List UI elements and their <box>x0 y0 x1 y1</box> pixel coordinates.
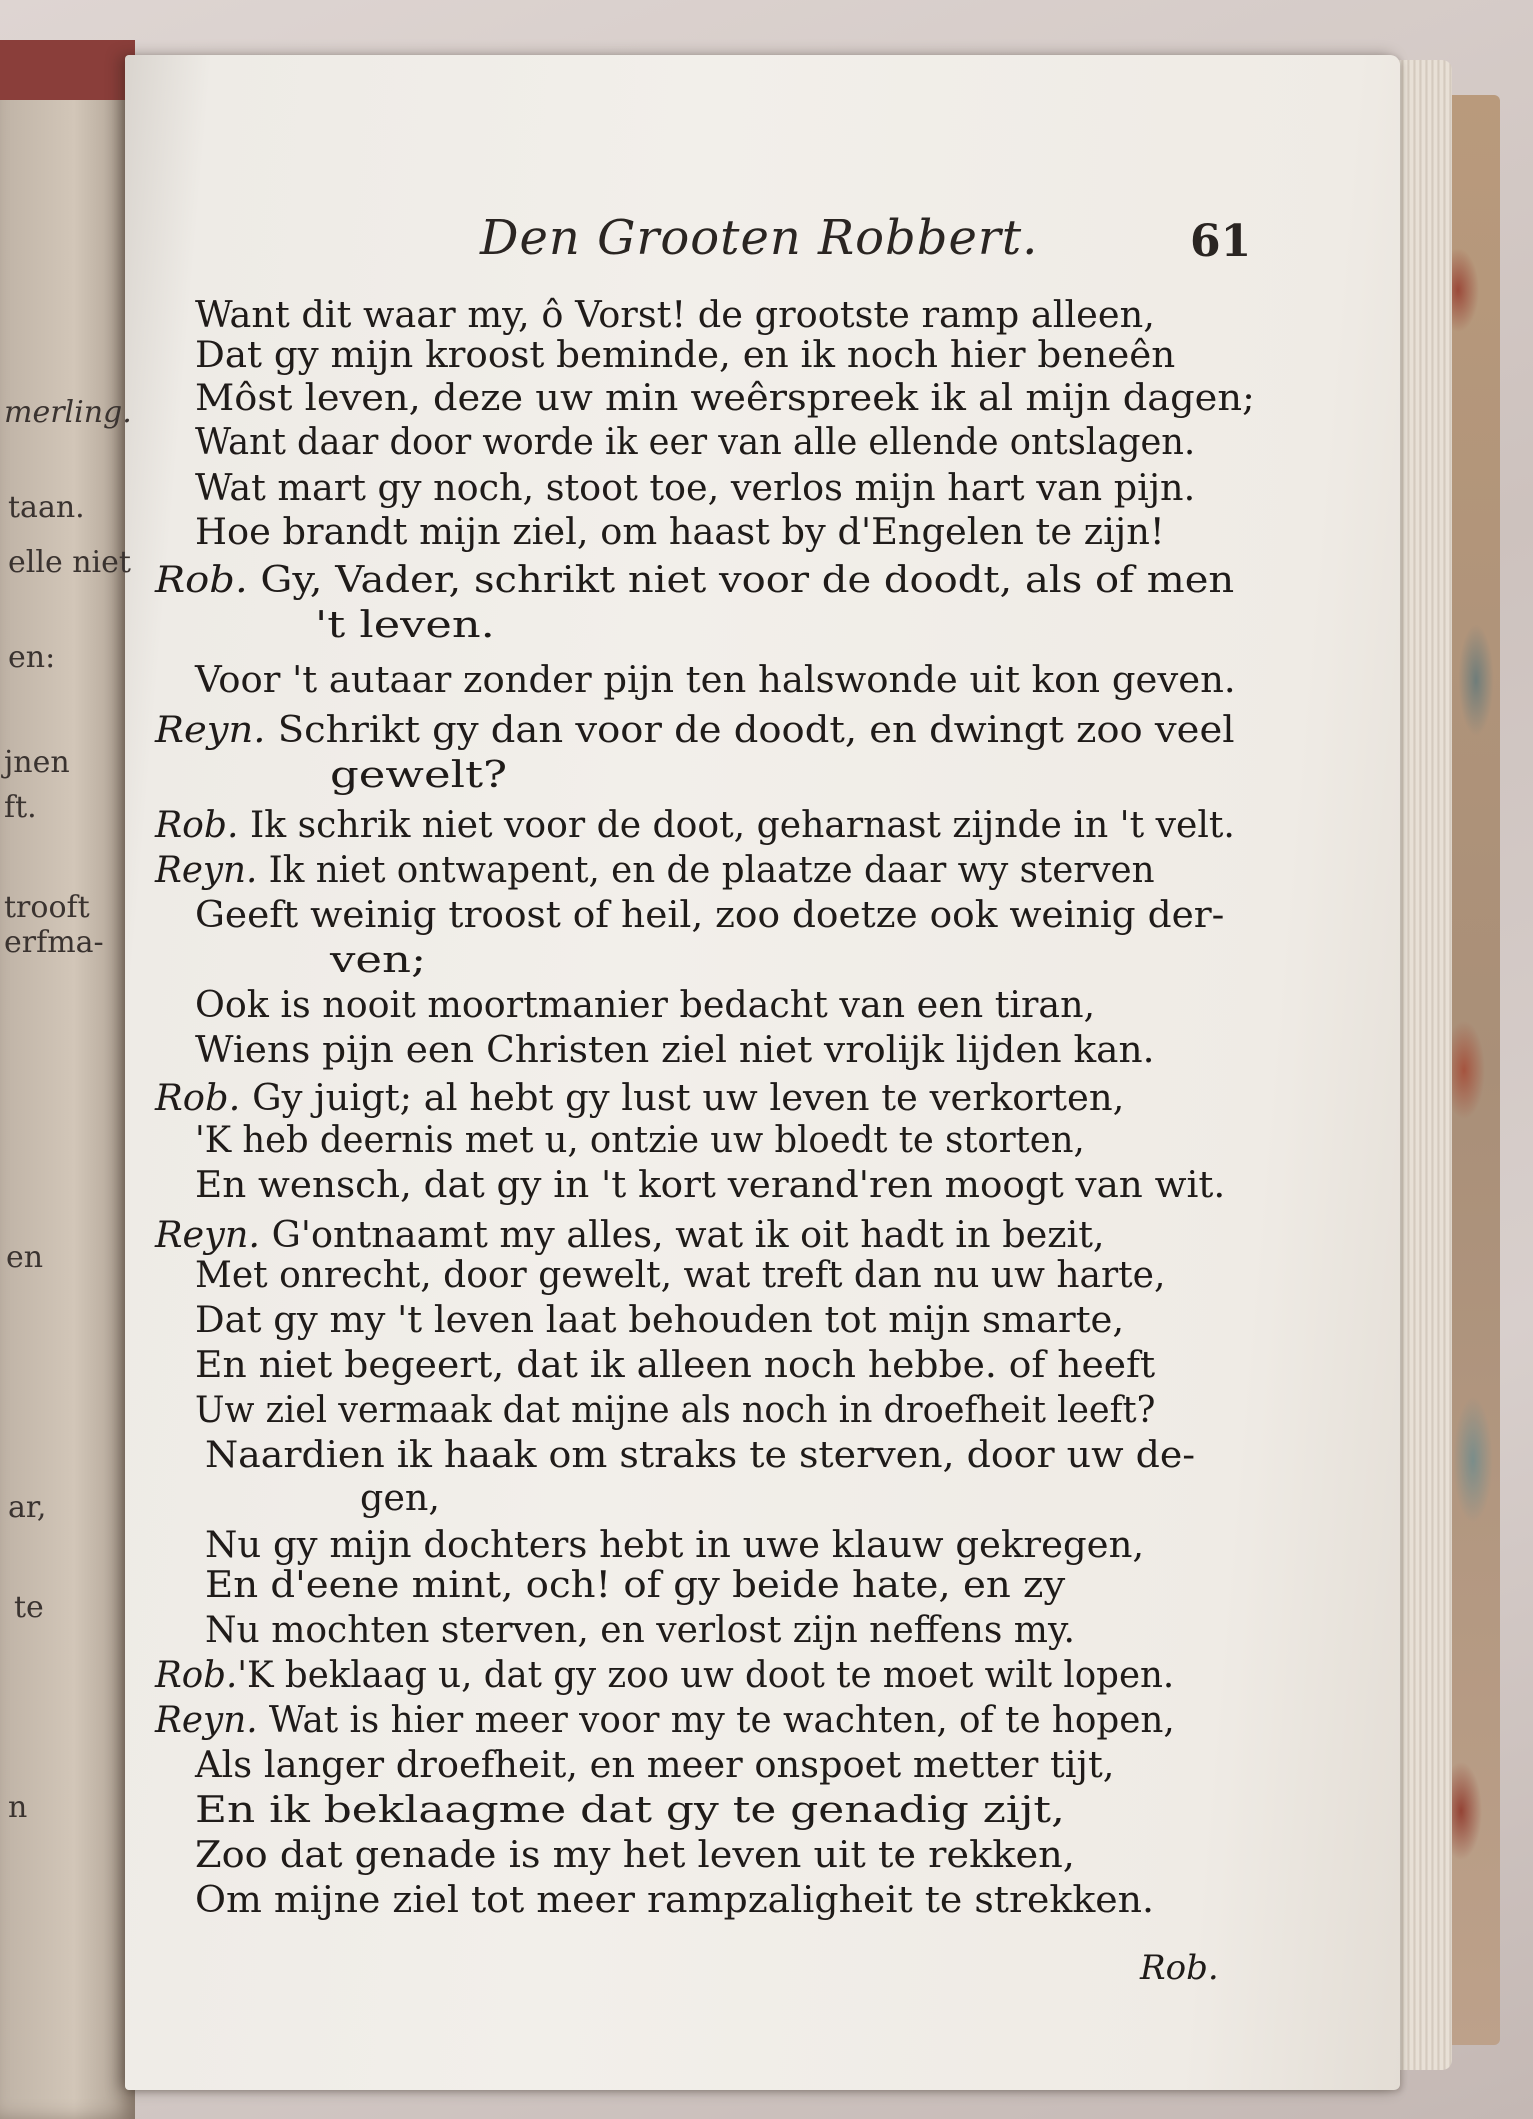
line-text: Dat gy my 't leven laat behouden tot mijn smarte, <box>195 1300 1125 1341</box>
margin-fragment: trooft <box>4 890 90 925</box>
margin-fragment: en <box>6 1240 44 1275</box>
line-text: Gy juigt; al hebt gy lust uw leven te verkorten, <box>240 1078 1125 1119</box>
speaker-label: Rob. <box>155 805 239 846</box>
line-text: Uw ziel vermaak dat mijne als noch in droefheit leeft? <box>195 1390 1156 1431</box>
line-text: Want dit waar my, ô Vorst! de grootste ramp alleen, <box>195 295 1155 336</box>
verse-line <box>155 1700 1175 1742</box>
margin-fragment: jnen <box>4 745 70 780</box>
line-text: Met onrecht, door gewelt, wat treft dan nu uw harte, <box>195 1255 1166 1296</box>
line-text: Ik niet ontwapent, en de plaatze daar wy sterven <box>257 850 1155 891</box>
line-text: ven; <box>330 940 427 981</box>
margin-fragment: erfma- <box>4 925 104 960</box>
page-number: 61 <box>1190 216 1252 267</box>
line-text: 'K heb deernis met u, ontzie uw bloedt te storten, <box>195 1120 1085 1161</box>
line-text: 't leven. <box>315 605 495 646</box>
verse-line <box>155 1215 1105 1257</box>
line-text: Gy, Vader, schrikt niet voor de doodt, als of men <box>247 560 1235 601</box>
line-text: Hoe brandt mijn ziel, om haast by d'Engelen te zijn! <box>195 512 1165 553</box>
verse-line <box>155 850 1155 892</box>
verse-line <box>195 660 1236 702</box>
line-text: Wat mart gy noch, stoot toe, verlos mijn hart van pijn. <box>195 468 1196 509</box>
verse-line <box>155 710 1235 752</box>
verse-line <box>195 1790 1065 1832</box>
speaker-label: Reyn. <box>155 850 258 891</box>
line-text: Schrikt gy dan voor de doodt, en dwingt zoo veel <box>265 710 1235 751</box>
line-text: Om mijne ziel tot meer rampzaligheit te strekken. <box>195 1880 1155 1921</box>
verse-line <box>360 1478 440 1520</box>
verse-line <box>195 895 1224 937</box>
verse-line <box>330 940 426 982</box>
line-text: gewelt? <box>330 755 508 796</box>
line-text: Zoo dat genade is my het leven uit te rekken, <box>195 1835 1075 1876</box>
speaker-label: Rob. <box>155 1655 238 1696</box>
margin-fragment: merling. <box>4 395 132 430</box>
margin-fragment: elle niet <box>8 545 131 580</box>
line-text: gen, <box>360 1478 441 1519</box>
line-text: Geeft weinig troost of heil, zoo doetze ook weinig der- <box>195 895 1225 936</box>
line-text: En niet begeert, dat ik alleen noch hebbe. of heeft <box>195 1345 1156 1386</box>
verse-line <box>195 985 1095 1027</box>
verse-line <box>205 1525 1144 1567</box>
verse-line <box>195 1345 1155 1387</box>
line-text: Wiens pijn een Christen ziel niet vrolijk lijden kan. <box>195 1030 1155 1071</box>
verse-line <box>195 468 1195 510</box>
verse-line <box>195 422 1195 464</box>
line-text: En ik beklaagme dat gy te genadig zijt, <box>195 1790 1065 1831</box>
margin-fragment: taan. <box>8 490 85 525</box>
speaker-label: Reyn. <box>155 1700 258 1741</box>
line-text: Nu mochten sterven, en verlost zijn neffens my. <box>205 1610 1075 1651</box>
line-text: G'ontnaamt my alles, wat ik oit hadt in bezit, <box>260 1215 1105 1256</box>
line-text: Wat is hier meer voor my te wachten, of te hopen, <box>257 1700 1175 1741</box>
margin-fragment: ft. <box>4 790 37 825</box>
speaker-label: Reyn. <box>155 1215 261 1256</box>
verse-line <box>195 295 1155 337</box>
margin-fragment: en: <box>8 640 56 675</box>
verse-line <box>195 1300 1124 1342</box>
line-text: En wensch, dat gy in 't kort verand'ren moogt van wit. <box>195 1165 1226 1206</box>
verse-line <box>155 560 1234 602</box>
verse-line <box>195 1255 1165 1297</box>
catchword: Rob. <box>1140 1948 1219 1988</box>
speaker-label: Reyn. <box>155 710 266 751</box>
line-text: Naardien ik haak om straks te sterven, door uw de- <box>205 1435 1196 1476</box>
speaker-label: Rob. <box>155 1078 241 1119</box>
verse-line <box>195 1165 1225 1207</box>
verse-line <box>195 335 1175 377</box>
verse-line <box>155 805 1235 847</box>
verse-line <box>195 1880 1154 1922</box>
line-text: Voor 't autaar zonder pijn ten halswonde uit kon geven. <box>195 660 1236 701</box>
verse-line <box>315 605 495 647</box>
line-text: 'K beklaag u, dat gy zoo uw doot te moet wilt lopen. <box>237 1655 1175 1696</box>
verse-line <box>205 1435 1195 1477</box>
verse-line <box>195 1030 1155 1072</box>
verse-line <box>330 755 507 797</box>
verse-line <box>195 1835 1075 1877</box>
line-text: Want daar door worde ik eer van alle ellende ontslagen. <box>195 422 1196 463</box>
margin-fragment: n <box>8 1790 28 1825</box>
line-text: Als langer droefheit, en meer onspoet metter tijt, <box>195 1745 1115 1786</box>
line-text: Ik schrik niet voor de doot, geharnast zijnde in 't velt. <box>238 805 1235 846</box>
verse-line <box>155 1655 1174 1697</box>
verse-line <box>205 1610 1075 1652</box>
line-text: Ook is nooit moortmanier bedacht van een tiran, <box>195 985 1096 1026</box>
margin-fragment: ar, <box>8 1490 47 1525</box>
line-text: Nu gy mijn dochters hebt in uwe klauw gekregen, <box>205 1525 1145 1566</box>
verse-line <box>205 1565 1065 1607</box>
line-text: Dat gy mijn kroost beminde, en ik noch hier beneên <box>195 335 1176 376</box>
verse-line <box>195 1120 1085 1162</box>
verse-line <box>195 378 1255 420</box>
line-text: En d'eene mint, och! of gy beide hate, en zy <box>205 1565 1066 1606</box>
verse-line <box>195 512 1165 554</box>
running-head: Den Grooten Robbert. <box>480 210 1039 266</box>
margin-fragment: te <box>14 1590 44 1625</box>
cover-edge <box>0 40 135 100</box>
verse-line <box>155 1078 1124 1120</box>
verse-line <box>195 1745 1114 1787</box>
line-text: Môst leven, deze uw min weêrspreek ik al mijn dagen; <box>195 378 1255 419</box>
verse-line <box>195 1390 1155 1432</box>
speaker-label: Rob. <box>155 560 248 601</box>
